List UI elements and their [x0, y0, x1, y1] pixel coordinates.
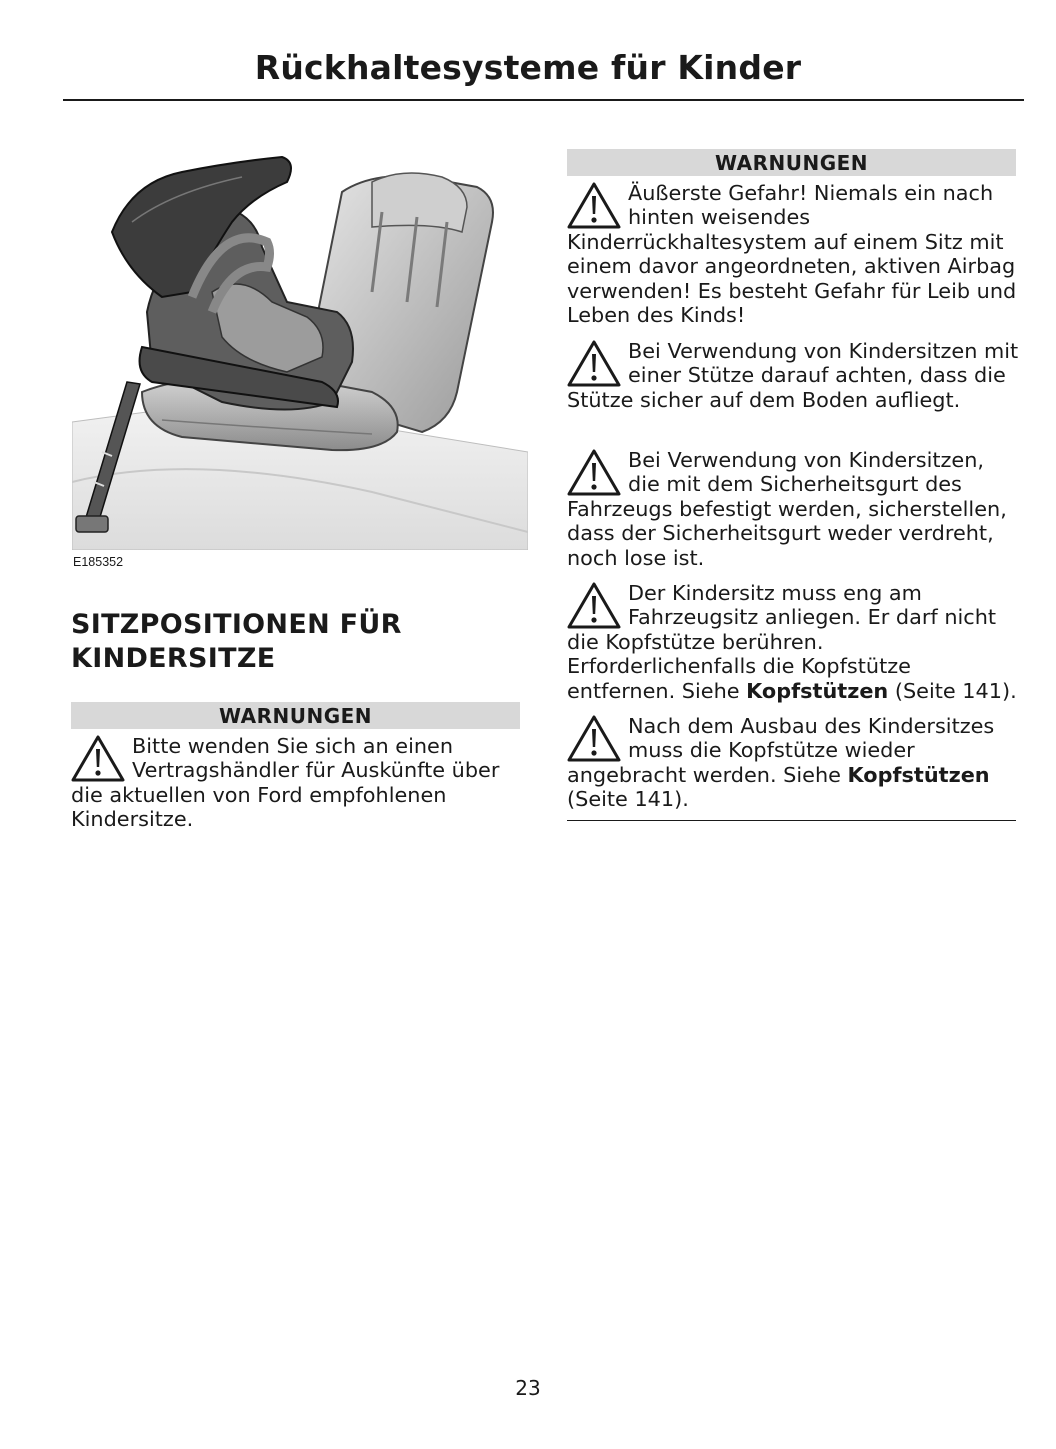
figure-code: E185352 [73, 555, 124, 569]
page-reference: (Seite 141). [888, 678, 1017, 703]
warning-text: Bei Verwendung von Kindersitzen mit einer Stütze darauf achten, dass die Stütze sicher auf dem Boden aufliegt. [567, 339, 1019, 412]
warnings-header-left: WARNUNGEN [71, 702, 520, 729]
warning-triangle-icon [567, 339, 621, 387]
section-heading [71, 608, 521, 676]
warning-support-leg [567, 339, 1019, 412]
child-seat-illustration [72, 152, 528, 550]
warning-airbag [567, 181, 1019, 327]
page-title: Rückhaltesysteme für Kinder [254, 48, 802, 87]
warning-seat-belt [567, 448, 1019, 570]
warning-head-restraint-contact [567, 581, 1019, 703]
warning-text: Der Kindersitz muss eng am Fahrzeugsitz anliegen. Er darf nicht die Kopfstütze berühren. Erforderlichenfalls die Kopfstütze entfernen. Siehe [567, 581, 997, 703]
title-divider [63, 99, 1024, 101]
cross-reference-link[interactable]: Kopfstützen [746, 678, 889, 703]
warnings-header-right: WARNUNGEN [567, 149, 1016, 176]
warning-text: Nach dem Ausbau des Kindersitzes muss die Kopfstütze wieder angebracht werden. Siehe [567, 714, 995, 787]
warning-triangle-icon [567, 448, 621, 496]
warning-triangle-icon [567, 581, 621, 629]
warning-text: Bei Verwendung von Kindersitzen, die mit dem Sicherheitsgurt des Fahrzeugs befestigt werden, sicherstellen, dass der Sicherheitsgurt weder verdreht, noch lose ist. [567, 448, 1007, 570]
warning-text: Bitte wenden Sie sich an einen Vertragshändler für Auskünfte über die aktuellen von Ford empfohlenen Kindersitze. [71, 734, 500, 832]
warning-text: Äußerste Gefahr! Niemals ein nach hinten weisendes Kinderrückhaltesystem auf einem Sitz mit einem davor angeordneten, aktiven Airbag verwenden! Es besteht Gefahr für Leib und Leben des Kinds! [567, 181, 1017, 328]
section-heading-line1: SITZPOSITIONEN FÜR [71, 609, 402, 640]
warning-left [71, 734, 523, 832]
warning-head-restraint-refit [567, 714, 1019, 812]
cross-reference-link[interactable]: Kopfstützen [847, 762, 990, 787]
warning-triangle-icon [71, 734, 125, 782]
page-reference: (Seite 141). [567, 787, 689, 812]
page-number: 23 [515, 1376, 541, 1400]
section-heading-line2: KINDERSITZE [71, 643, 276, 674]
warning-triangle-icon [567, 181, 621, 229]
warning-triangle-icon [567, 714, 621, 762]
warnings-end-divider [567, 820, 1016, 821]
